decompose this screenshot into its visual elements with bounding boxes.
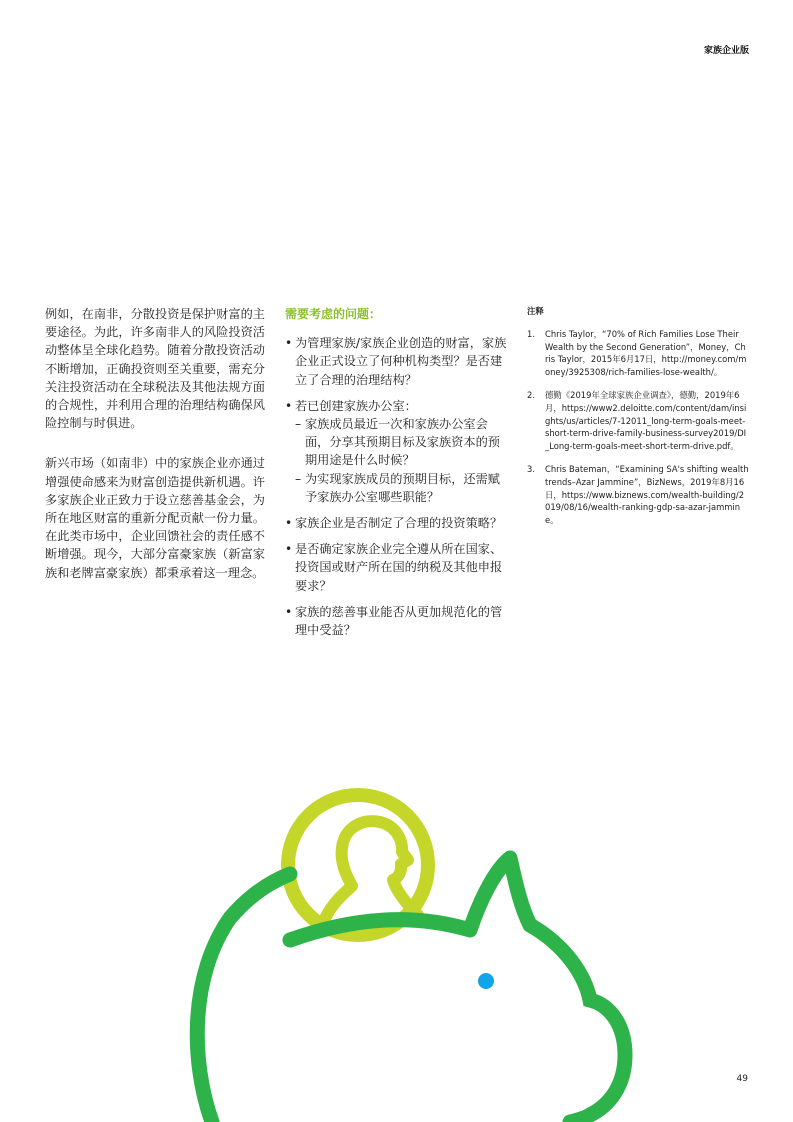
note-item-3: 3. Chris Bateman，“Examining SA's shifting wealth trends–Azar Jammine”，BizNews，2019年8月16日，https://www.biznews.com/wealth-building/2019/08/16/wealth-ranking-gdp-sa-azar-jammine。: [527, 463, 749, 526]
question-subitem-2: – 为实现家族成员的预期目标，还需赋予家族办公室哪些职能？: [295, 470, 507, 506]
page-header-title: 家族企业版: [703, 46, 749, 56]
page-number: 49: [736, 1074, 748, 1084]
pig-belly-icon: [570, 1115, 590, 1122]
notes-heading: 注释: [527, 306, 544, 316]
questions-heading: 需要考虑的问题：: [285, 307, 382, 321]
pig-head-icon: [530, 925, 625, 1115]
note-item-1: 1. Chris Taylor，“70% of Rich Families Lose Their Wealth by the Second Generation”，Money，Chris Taylor，2015年6月17日，http://money.com/money/3925308/rich-families-lose-wealth/。: [527, 328, 747, 378]
paragraph-1: 例如，在南非，分散投资是保护财富的主要途径。为此，许多南非人的风险投资活动整体呈全球化趋势。随着分散投资活动不断增加，正确投资则至关重要，需充分关注投资活动在全球税法及其他法规方面的合规性，并利用合理的治理结构确保风险控制与时俱进。: [45, 307, 265, 431]
question-item-5: • 家族的慈善事业能否从更加规范化的管理中受益？: [285, 603, 507, 639]
paragraph-2: 新兴市场（如南非）中的家族企业亦通过增强使命感来为财富创造提供新机遇。许多家族企业正致力于设立慈善基金会，为所在地区财富的重新分配贡献一份力量。在此类市场中，企业回馈社会的责任感不断增强。现今，大部分富豪家族（新富家族和老牌富豪家族）都秉承着这一理念。: [45, 456, 265, 580]
pig-body-icon: [197, 874, 290, 1122]
question-item-3: • 家族企业是否制定了合理的投资策略？: [285, 514, 507, 532]
pig-eye-icon: [478, 973, 494, 989]
note-item-2: 2. 德勤《2019年全球家族企业调查》，德勤，2019年6月，https://www2.deloitte.com/content/dam/insights/us/articles/7-12011_long-term-goals-meet-short-term-drive-family-business-survey2019/DI_Long-term-goals-meet-short-term-drive.pdf。: [527, 389, 747, 452]
question-item-2: • 若已创建家族办公室： – 家族成员最近一次和家族办公室会面，分享其预期目标及家族资本的预期用途是什么时候？ – 为实现家族成员的预期目标，还需赋予家族办公室哪些职能？: [285, 397, 507, 506]
question-item-1: • 为管理家族/家族企业创造的财富，家族企业正式设立了何种机构类型？是否建立了合理的治理结构？: [285, 334, 507, 389]
question-item-4: • 是否确定家族企业完全遵从所在国家、投资国或财产所在国的纳税及其他申报要求？: [285, 540, 507, 595]
question-subitem-1: – 家族成员最近一次和家族办公室会面，分享其预期目标及家族资本的预期用途是什么时候？: [295, 415, 507, 470]
